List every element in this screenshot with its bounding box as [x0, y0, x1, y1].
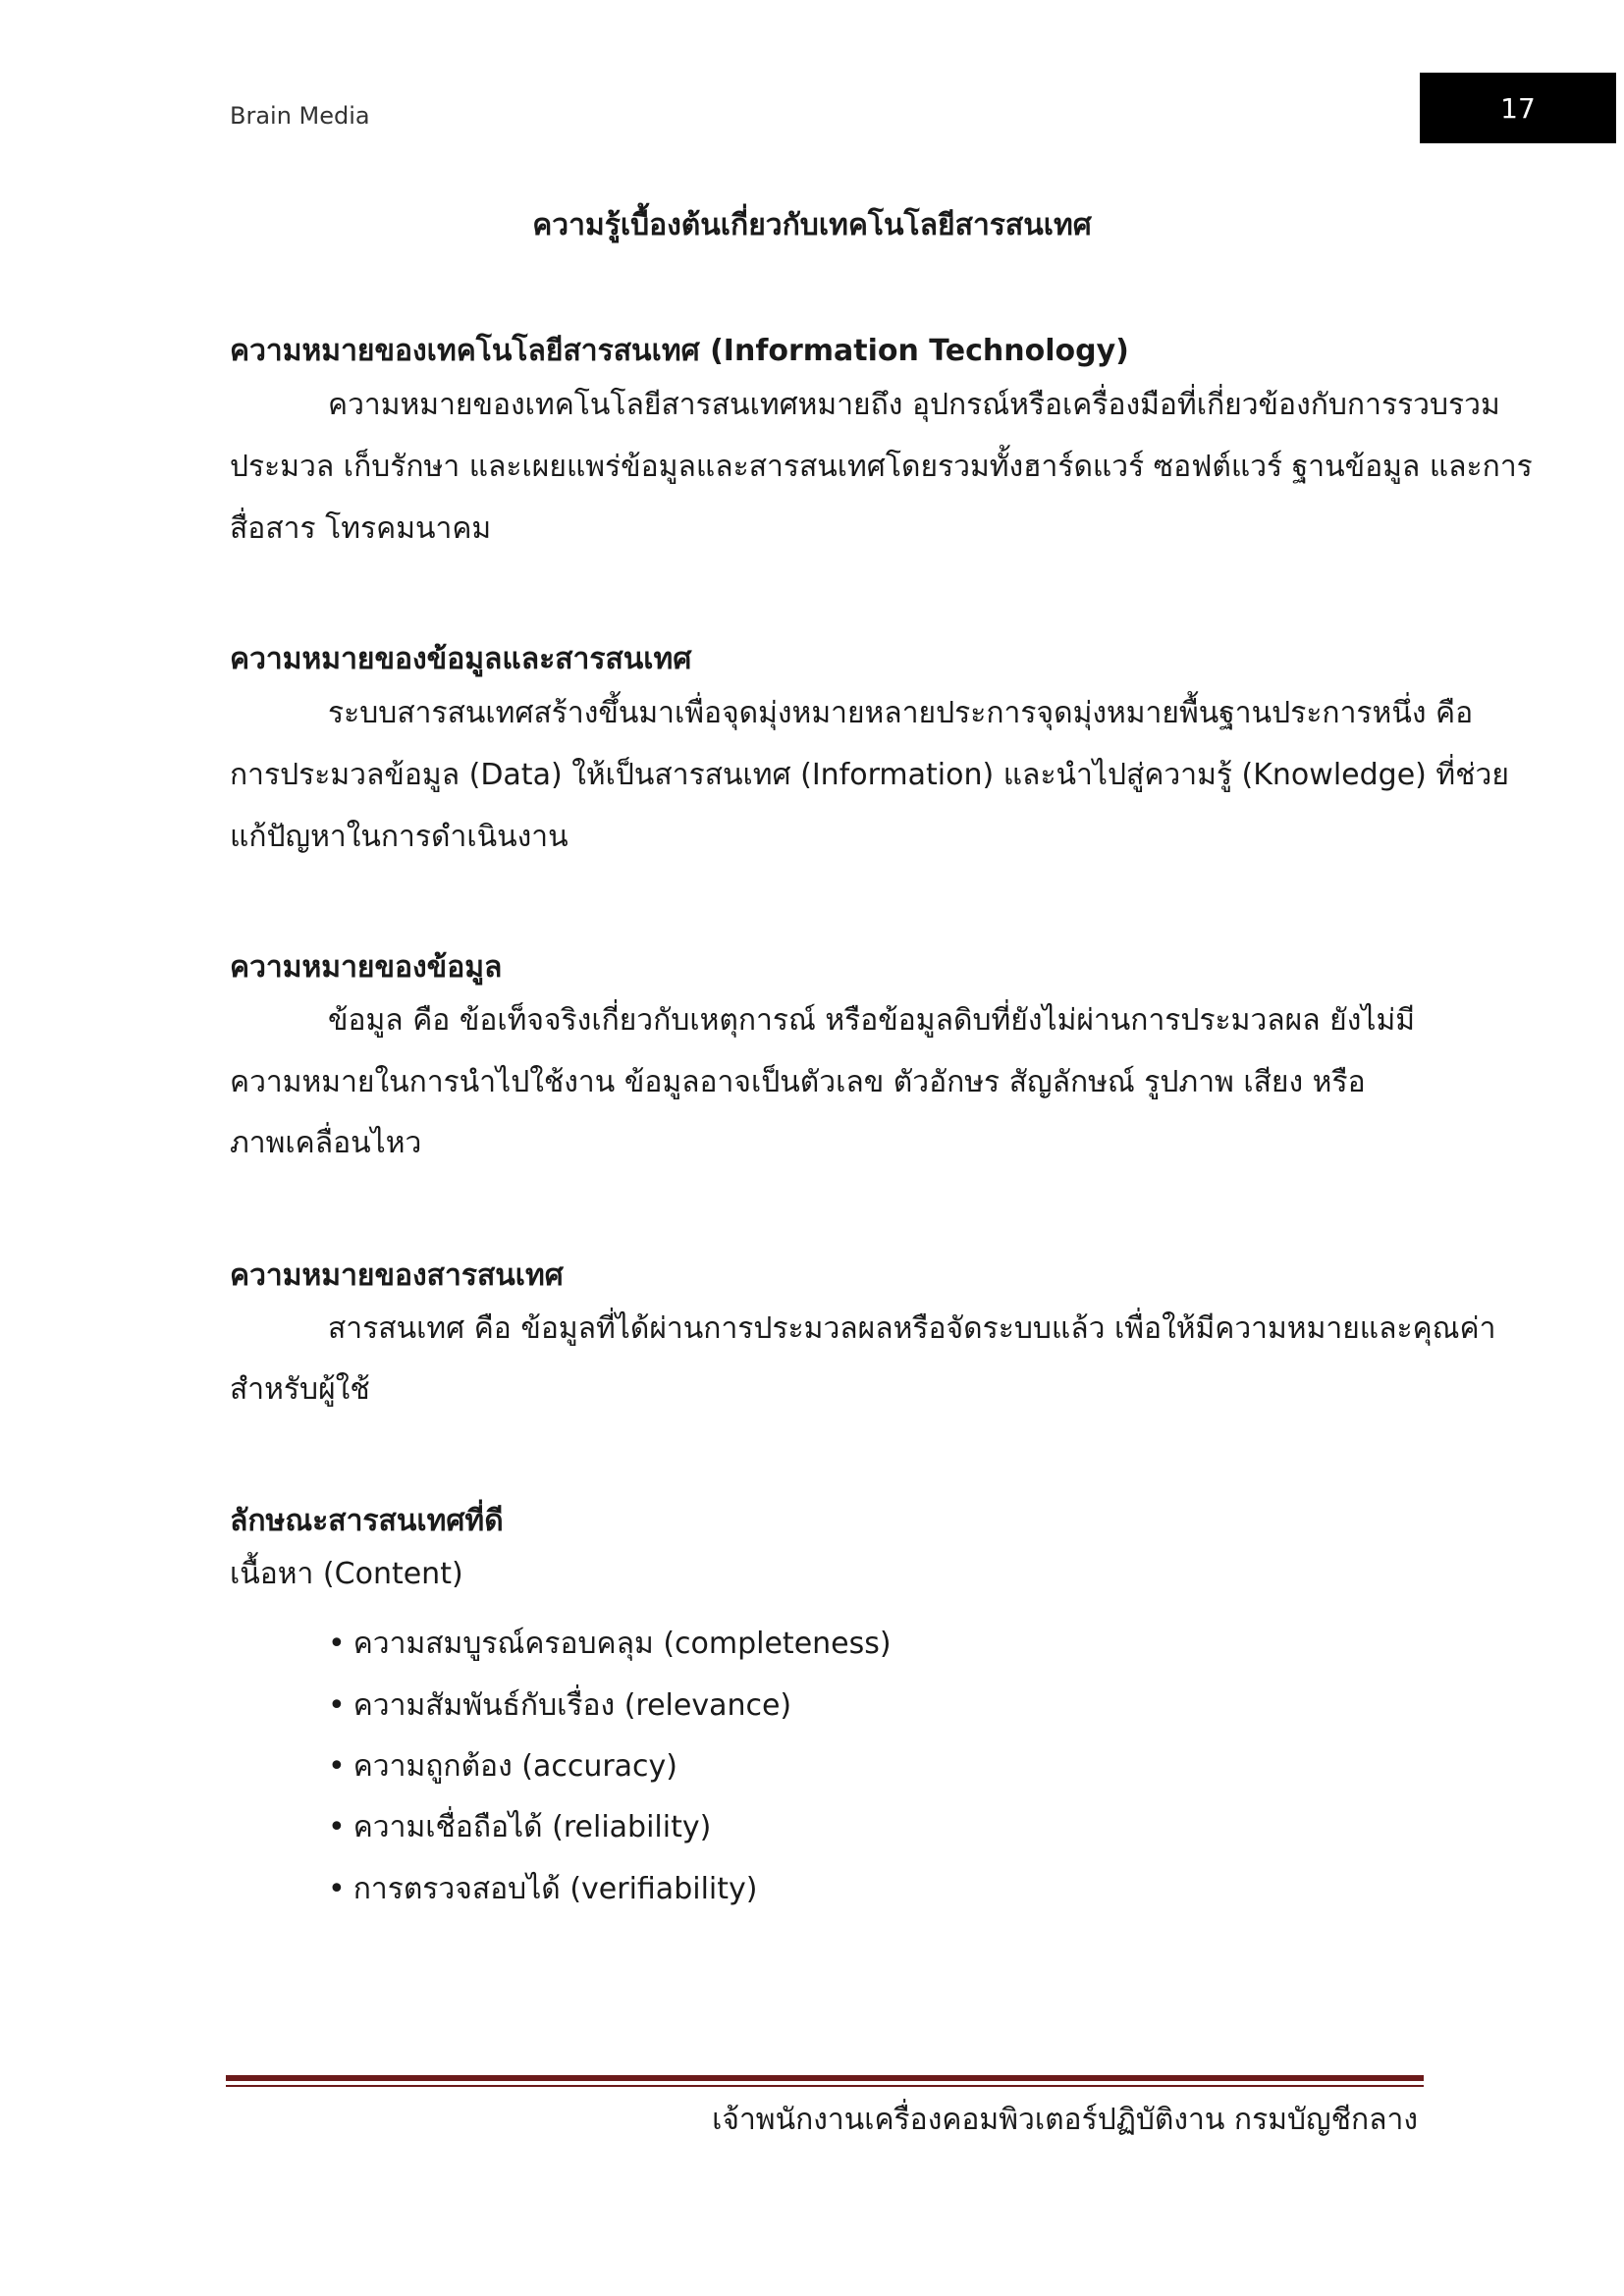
list-item-label: การตรวจสอบได้ (verifiability) — [352, 1872, 758, 1906]
paragraph-line: ข้อมูล คือ ข้อเท็จจริงเกี่ยวกับเหตุการณ์ หรือข้อมูลดิบที่ยังไม่ผ่านการประมวลผล ยังไม่มี — [328, 1003, 1416, 1038]
paragraph-line: สื่อสาร โทรคมนาคม — [230, 511, 492, 546]
section-heading-info-meaning: ความหมายของสารสนเทศ — [230, 1258, 564, 1293]
bullet-icon: • — [328, 1749, 346, 1784]
footer-text: เจ้าพนักงานเครื่องคอมพิวเตอร์ปฏิบัติงาน กรมบัญชีกลาง — [712, 2103, 1418, 2137]
paragraph-line: ประมวล เก็บรักษา และเผยแพร่ข้อมูลและสารสนเทศโดยรวมทั้งฮาร์ดแวร์ ซอฟต์แวร์ ฐานข้อมูล และการ — [230, 450, 1533, 484]
section-heading-data-info-meaning: ความหมายของข้อมูลและสารสนเทศ — [230, 642, 692, 676]
subheading-content: เนื้อหา (Content) — [230, 1557, 463, 1591]
paragraph-line: ความหมายของเทคโนโลยีสารสนเทศหมายถึง อุปกรณ์หรือเครื่องมือที่เกี่ยวข้องกับการรวบรวม — [328, 388, 1500, 422]
paragraph-line: สารสนเทศ คือ ข้อมูลที่ได้ผ่านการประมวลผลหรือจัดระบบแล้ว เพื่อให้มีความหมายและคุณค่า — [328, 1311, 1496, 1346]
paragraph-line: แก้ปัญหาในการดำเนินงาน — [230, 820, 568, 854]
section-heading-it-meaning: ความหมายของเทคโนโลยีสารสนเทศ (Information Technology) — [230, 334, 1129, 368]
page-number-box — [1420, 73, 1616, 143]
list-item — [328, 1682, 791, 1729]
section-heading-good-info: ลักษณะสารสนเทศที่ดี — [230, 1504, 504, 1538]
bullet-icon: • — [328, 1627, 346, 1661]
list-item-label: ความเชื่อถือได้ (reliability) — [352, 1810, 712, 1844]
footer-rule-thick — [226, 2075, 1424, 2081]
list-item — [328, 1621, 892, 1667]
document-title: ความรู้เบื้องต้นเกี่ยวกับเทคโนโลยีสารสนเทศ — [532, 208, 1092, 242]
footer-rule-thin — [226, 2085, 1424, 2087]
paragraph-line: ระบบสารสนเทศสร้างขึ้นมาเพื่อจุดมุ่งหมายหลายประการจุดมุ่งหมายพื้นฐานประการหนึ่ง คือ — [328, 696, 1474, 730]
paragraph-line: ภาพเคลื่อนไหว — [230, 1126, 422, 1160]
paragraph-line: ความหมายในการนำไปใช้งาน ข้อมูลอาจเป็นตัวเลข ตัวอักษร สัญลักษณ์ รูปภาพ เสียง หรือ — [230, 1065, 1366, 1099]
paragraph-line: การประมวลข้อมูล (Data) ให้เป็นสารสนเทศ (Information) และนำไปสู่ความรู้ (Knowledge) ที่ช่วย — [230, 758, 1509, 792]
list-item-label: ความถูกต้อง (accuracy) — [352, 1749, 678, 1784]
list-item — [328, 1804, 711, 1850]
header-brand: Brain Media — [230, 102, 370, 130]
paragraph-line: สำหรับผู้ใช้ — [230, 1372, 370, 1407]
list-item-label: ความสมบูรณ์ครอบคลุม (completeness) — [352, 1627, 892, 1661]
bullet-icon: • — [328, 1688, 346, 1723]
bullet-icon: • — [328, 1872, 346, 1906]
list-item — [328, 1743, 677, 1789]
list-item-label: ความสัมพันธ์กับเรื่อง (relevance) — [352, 1688, 792, 1723]
page-number: 17 — [1500, 91, 1536, 125]
bullet-icon: • — [328, 1810, 346, 1844]
section-heading-data-meaning: ความหมายของข้อมูล — [230, 950, 503, 985]
list-item — [328, 1866, 757, 1912]
